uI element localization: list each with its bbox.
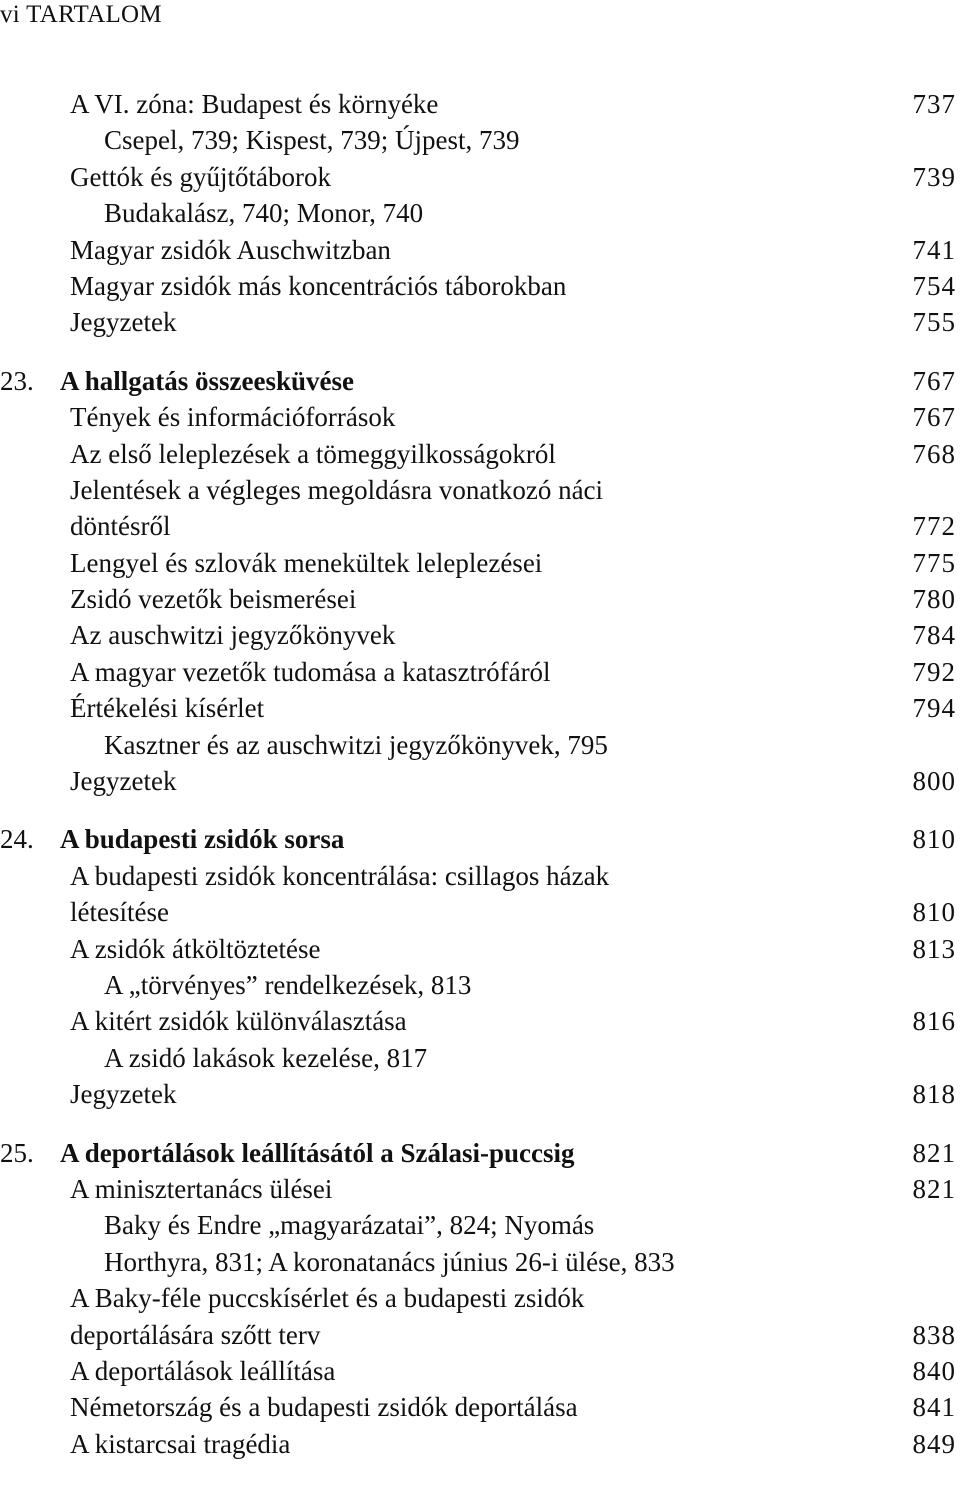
entry-title: Kasztner és az auschwitzi jegyzőkönyvek, 795: [104, 729, 608, 760]
entry-title: Jelentések a végleges megoldásra vonatkozó náci: [70, 474, 604, 505]
toc-entry: [0, 545, 960, 581]
page-number: 775: [912, 547, 956, 578]
page-number: 838: [912, 1319, 956, 1350]
chapter-number: 23.: [0, 365, 34, 396]
entry-title: A kitért zsidók különválasztása: [70, 1006, 407, 1037]
entry-title: Jegyzetek: [70, 307, 177, 338]
entry-title: Jegyzetek: [70, 766, 177, 797]
toc-entry: [0, 304, 960, 340]
entry-title: A Baky-féle puccskísérlet és a budapesti zsidók: [70, 1283, 585, 1314]
section-spacer: [0, 341, 960, 363]
toc-entry: [0, 195, 960, 231]
entry-title: Gettók és gyűjtőtáborok: [70, 161, 331, 192]
entry-title: Tények és információforrások: [70, 402, 396, 433]
page-number: 816: [912, 1006, 956, 1037]
entry-title: A VI. zóna: Budapest és környéke: [70, 89, 439, 119]
page-number: 754: [912, 270, 956, 301]
chapter-title: A hallgatás összeesküvése: [60, 365, 355, 396]
toc-entry: [0, 508, 960, 544]
entry-title: Csepel, 739; Kispest, 739; Újpest, 739: [104, 125, 520, 156]
toc-entry: [0, 858, 960, 894]
page-number: 818: [912, 1079, 956, 1110]
entry-title: döntésről: [70, 511, 171, 542]
entry-title: Zsidó vezetők beismerései: [70, 584, 357, 615]
entry-title: Budakalász, 740; Monor, 740: [104, 198, 424, 229]
entry-title: Az első leleplezések a tömeggyilkosságokról: [70, 438, 556, 469]
entry-title: Jegyzetek: [70, 1079, 177, 1110]
toc-entry: [0, 436, 960, 472]
page-number: 768: [912, 438, 956, 469]
entry-title: Értékelési kísérlet: [70, 693, 265, 724]
entry-title: A deportálások leállítása: [70, 1355, 336, 1386]
chapter-heading: [0, 363, 960, 399]
entry-title: Az auschwitzi jegyzőkönyvek: [70, 620, 396, 651]
page-number: 821: [912, 1173, 956, 1204]
entry-title: A zsidó lakások kezelése, 817: [104, 1042, 428, 1073]
page-number: 810: [912, 824, 956, 855]
page-number: 849: [912, 1428, 956, 1459]
entry-title: Magyar zsidók Auschwitzban: [70, 234, 391, 265]
toc-entry: [0, 1076, 960, 1112]
entry-title: A magyar vezetők tudomása a katasztrófáról: [70, 656, 551, 687]
toc-entry: [0, 763, 960, 799]
toc-entry: [0, 931, 960, 967]
running-head: vi TARTALOM: [0, 1, 162, 28]
entry-title: A minisztertanács ülései: [70, 1173, 333, 1204]
entry-title: Németország és a budapesti zsidók deportálása: [70, 1392, 578, 1423]
toc-entry: [0, 1280, 960, 1316]
toc-entry: [0, 1389, 960, 1425]
entry-title: Horthyra, 831; A koronatanács június 26-i ülése, 833: [104, 1246, 675, 1277]
page-number: 780: [912, 584, 956, 615]
page-number: 755: [912, 307, 956, 338]
page-number: 813: [912, 933, 956, 964]
toc-section: [0, 363, 960, 800]
toc-section: [0, 1135, 960, 1463]
toc-entry: [0, 617, 960, 653]
toc-entry: [0, 581, 960, 617]
toc-section: [0, 821, 960, 1112]
toc-entry: [0, 86, 960, 122]
chapter-title: A budapesti zsidók sorsa: [60, 824, 345, 855]
page-number: 821: [912, 1137, 956, 1168]
page-number: 741: [912, 234, 956, 265]
toc-entry: [0, 159, 960, 195]
toc-entry: [0, 1040, 960, 1076]
page-number: 794: [912, 693, 956, 724]
page-number: 810: [912, 897, 956, 928]
toc-entry: [0, 654, 960, 690]
toc-entry: [0, 122, 960, 158]
entry-title: deportálására szőtt terv: [70, 1319, 321, 1350]
section-spacer: [0, 1113, 960, 1135]
entry-title: A „törvényes” rendelkezések, 813: [104, 969, 472, 1000]
page-number: 840: [912, 1355, 956, 1386]
toc-entry: [0, 1426, 960, 1462]
page-number: 841: [912, 1392, 956, 1423]
page-number: 767: [912, 402, 956, 433]
section-spacer: [0, 799, 960, 821]
page-number: 772: [912, 511, 956, 542]
chapter-heading: [0, 1135, 960, 1171]
page-number: 737: [912, 89, 956, 119]
table-of-contents: [0, 86, 960, 1462]
chapter-heading: [0, 821, 960, 857]
toc-entry: [0, 1207, 960, 1243]
entry-title: A kistarcsai tragédia: [70, 1428, 291, 1459]
toc-entry: [0, 690, 960, 726]
page-number: 792: [912, 656, 956, 687]
entry-title: létesítése: [70, 897, 169, 928]
entry-title: A budapesti zsidók koncentrálása: csillagos házak: [70, 860, 610, 891]
page-number: 800: [912, 766, 956, 797]
toc-entry: [0, 1317, 960, 1353]
page-number: 767: [912, 365, 956, 396]
toc-entry: [0, 472, 960, 508]
toc-entry: [0, 967, 960, 1003]
toc-entry: [0, 894, 960, 930]
toc-section: [0, 86, 960, 341]
chapter-number: 24.: [0, 824, 34, 855]
toc-entry: [0, 727, 960, 763]
page-number: 739: [912, 161, 956, 192]
entry-title: Magyar zsidók más koncentrációs táborokban: [70, 270, 567, 301]
toc-entry: [0, 268, 960, 304]
chapter-title: A deportálások leállításától a Szálasi-puccsig: [60, 1137, 575, 1168]
toc-entry: [0, 1171, 960, 1207]
chapter-number: 25.: [0, 1137, 34, 1168]
entry-title: Baky és Endre „magyarázatai”, 824; Nyomás: [104, 1210, 595, 1241]
toc-entry: [0, 1003, 960, 1039]
toc-entry: [0, 399, 960, 435]
entry-title: Lengyel és szlovák menekültek leleplezései: [70, 547, 543, 578]
toc-entry: [0, 1353, 960, 1389]
toc-entry: [0, 232, 960, 268]
entry-title: A zsidók átköltöztetése: [70, 933, 321, 964]
toc-entry: [0, 1244, 960, 1280]
page-number: 784: [912, 620, 956, 651]
